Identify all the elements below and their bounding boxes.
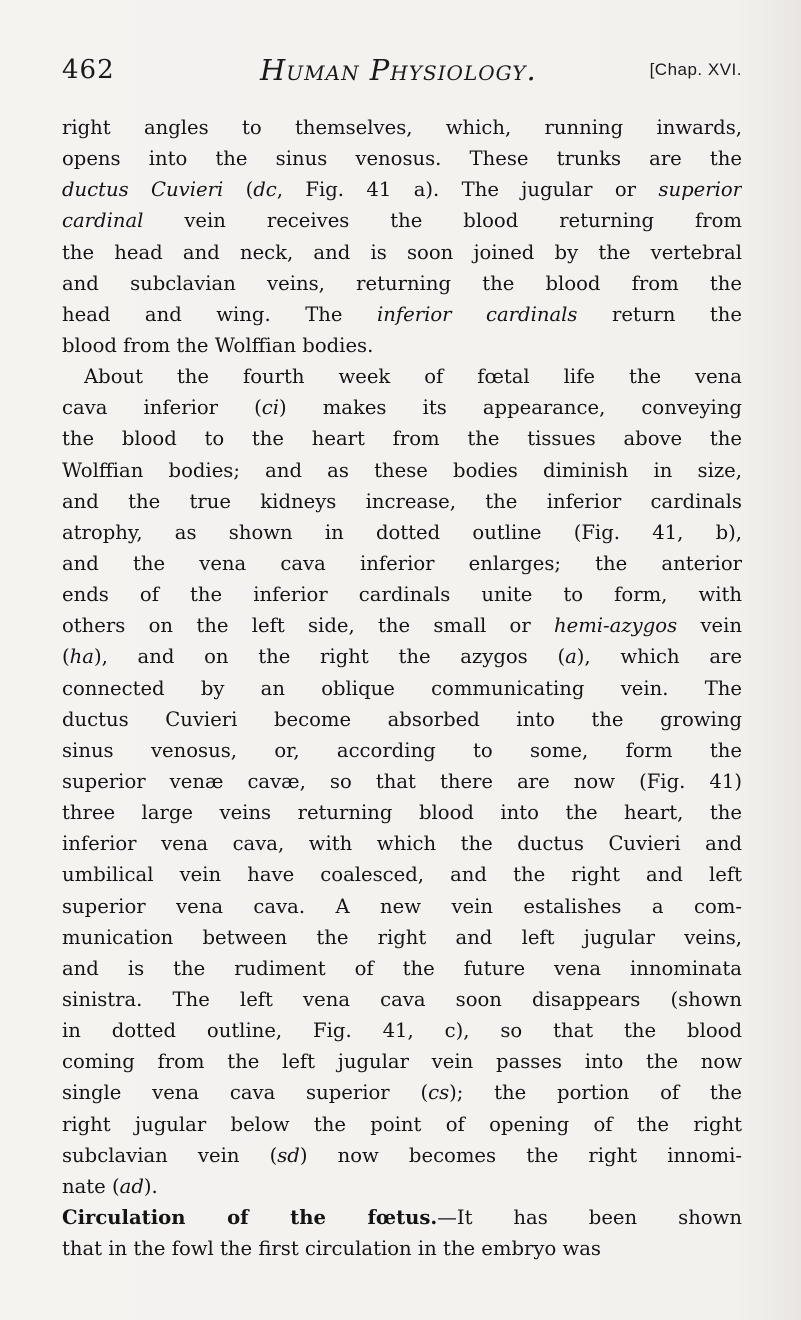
italic-term: cs	[428, 1081, 450, 1105]
text-run: About the fourth week of fœtal life the vena	[84, 365, 742, 389]
text-run: and subclavian veins, returning the blood from the	[62, 271, 742, 295]
section-heading: Circulation of the fœtus.	[62, 1205, 438, 1229]
italic-term: inferior cardinals	[376, 302, 578, 326]
italic-term: sd	[277, 1143, 300, 1167]
text-line	[62, 205, 742, 236]
text-run: the head and neck, and is soon joined by the vertebral	[62, 240, 742, 264]
text-line	[62, 953, 742, 984]
text-run: Wolffian bodies; and as these bodies diminish in size,	[62, 458, 742, 482]
text-run: munication between the right and left jugular veins,	[62, 925, 742, 949]
text-line	[62, 610, 742, 641]
text-run: the blood to the heart from the tissues above the	[62, 427, 742, 451]
chapter-label: [Chap. XVI.	[649, 60, 742, 79]
italic-term: hemi-azygos	[553, 614, 678, 638]
text-run: —It has been shown	[437, 1205, 742, 1229]
text-line	[62, 1171, 742, 1202]
text-run: blood from the Wolffian bodies.	[62, 333, 374, 357]
text-run: superior venæ cavæ, so that there are now (Fig. 41)	[62, 769, 742, 793]
italic-term: ductus Cuvieri	[62, 178, 224, 202]
text-run: right angles to themselves, which, running inwards,	[62, 116, 742, 139]
text-line	[62, 330, 742, 361]
page-number: 462	[62, 55, 115, 85]
italic-term: cardinal	[62, 209, 144, 233]
italic-term: ha	[69, 645, 94, 669]
text-run: atrophy, as shown in dotted outline (Fig. 41, b),	[62, 520, 742, 544]
text-run: ).	[143, 1174, 158, 1198]
text-line	[62, 766, 742, 797]
text-line	[62, 859, 742, 890]
text-run: connected by an oblique communicating vein. The	[62, 676, 742, 700]
text-line	[62, 423, 742, 454]
running-title: Human Physiology.	[260, 53, 537, 87]
text-line	[62, 548, 742, 579]
text-run: and the true kidneys increase, the inferior cardinals	[62, 489, 742, 513]
text-run: ) now becomes the right innomi-	[299, 1143, 742, 1167]
text-line	[62, 112, 742, 143]
text-line	[62, 704, 742, 735]
text-run: others on the left side, the small or	[62, 614, 554, 638]
text-run: and the vena cava inferior enlarges; the anterior	[62, 551, 742, 575]
text-line	[62, 1077, 742, 1108]
italic-term: a	[565, 645, 577, 669]
text-line	[62, 641, 742, 672]
text-run: sinistra. The left vena cava soon disappears (shown	[62, 987, 742, 1011]
text-line	[62, 984, 742, 1015]
text-run: , Fig. 41 a). The jugular or	[276, 178, 659, 202]
text-line	[62, 486, 742, 517]
text-line	[62, 1233, 742, 1264]
text-line	[62, 455, 742, 486]
page-header	[62, 55, 742, 95]
text-run: ) makes its appearance, conveying	[278, 396, 742, 420]
text-line	[62, 828, 742, 859]
text-line	[62, 579, 742, 610]
italic-term: ci	[261, 396, 279, 420]
text-run: (	[223, 178, 254, 202]
text-line	[62, 735, 742, 766]
text-run: ductus Cuvieri become absorbed into the growing	[62, 707, 742, 731]
text-run: umbilical vein have coalesced, and the right and left	[62, 863, 742, 887]
text-run: superior vena cava. A new vein estalishes a com-	[62, 894, 742, 918]
text-line	[62, 392, 742, 423]
text-line	[62, 1140, 742, 1171]
text-run: right jugular below the point of opening of the right	[62, 1112, 742, 1136]
text-run: ends of the inferior cardinals unite to form, with	[62, 583, 742, 607]
text-run: vein	[677, 614, 742, 638]
text-run: sinus venosus, or, according to some, form the	[62, 738, 742, 762]
text-run: coming from the left jugular vein passes into the now	[62, 1050, 742, 1074]
text-run: ); the portion of the	[449, 1081, 742, 1105]
text-line	[62, 891, 742, 922]
text-line	[62, 517, 742, 548]
text-line	[62, 361, 742, 392]
text-run: subclavian vein (	[62, 1143, 278, 1167]
text-run: (	[62, 645, 70, 669]
text-run: inferior vena cava, with which the ductus Cuvieri and	[62, 832, 742, 856]
text-line	[62, 268, 742, 299]
text-line	[62, 1015, 742, 1046]
text-line	[62, 797, 742, 828]
body-text	[62, 112, 742, 1264]
text-line	[62, 174, 742, 205]
text-run: ), which are	[576, 645, 742, 669]
text-line	[62, 922, 742, 953]
text-run: opens into the sinus venosus. These trunks are the	[62, 147, 742, 171]
text-run: in dotted outline, Fig. 41, c), so that the blood	[62, 1019, 742, 1043]
text-run: and is the rudiment of the future vena innominata	[62, 956, 742, 980]
text-line	[62, 673, 742, 704]
text-run: vein receives the blood returning from	[143, 209, 742, 233]
text-line	[62, 237, 742, 268]
text-run: cava inferior (	[62, 396, 262, 420]
text-line	[62, 299, 742, 330]
text-run: ), and on the right the azygos (	[93, 645, 566, 669]
text-run: nate (	[62, 1174, 120, 1198]
text-line	[62, 1046, 742, 1077]
text-run: that in the fowl the first circulation in the embryo was	[62, 1237, 601, 1261]
text-run: head and wing. The	[62, 302, 377, 326]
italic-term: dc	[253, 178, 277, 202]
text-line	[62, 1202, 742, 1233]
text-line	[62, 143, 742, 174]
text-run: single vena cava superior (	[62, 1081, 429, 1105]
text-line	[62, 1109, 742, 1140]
italic-term: superior	[658, 178, 742, 202]
italic-term: ad	[119, 1174, 144, 1198]
text-run: three large veins returning blood into the heart, the	[62, 801, 742, 825]
text-run: return the	[577, 302, 742, 326]
